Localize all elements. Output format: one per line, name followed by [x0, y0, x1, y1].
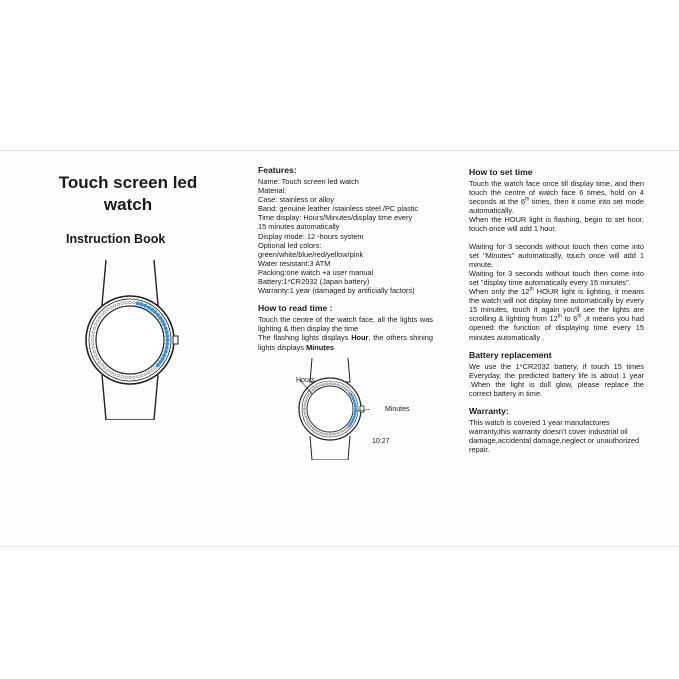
- led-dot: [304, 411, 306, 413]
- led-dot: [353, 416, 356, 419]
- hours-label: Hours: [296, 377, 315, 384]
- led-dot: [354, 408, 357, 411]
- led-dot: [117, 303, 120, 306]
- led-dot: [93, 350, 96, 353]
- title-line-2: watch: [103, 195, 153, 214]
- led-dot: [92, 346, 95, 349]
- led-dot: [332, 383, 334, 385]
- led-dot: [159, 360, 163, 364]
- led-dot: [321, 432, 323, 434]
- led-dot: [92, 331, 95, 334]
- led-dot: [129, 376, 132, 379]
- led-dot: [166, 338, 170, 342]
- battery-text: We use the 1*CR2032 battery, if touch 15 times Everyday, the predicted battery life is about 1 year .When the light is dull glow, please replace the correct battery in time.: [469, 361, 644, 398]
- led-dot: [107, 308, 110, 311]
- led-dot: [117, 374, 120, 377]
- led-dot: [104, 311, 107, 314]
- led-dot: [348, 425, 351, 428]
- features-line: Battery:1*CR2032 (Japan battery): [258, 277, 370, 287]
- features-line: Warranty:1 year (damaged by artificially factors): [258, 286, 415, 296]
- led-dot: [101, 364, 104, 367]
- minutes-label: Minutes: [385, 406, 410, 413]
- led-dot: [319, 431, 321, 433]
- time-diagram: [290, 358, 370, 460]
- led-dot: [310, 425, 312, 427]
- led-dot: [96, 357, 99, 360]
- led-dot: [154, 367, 157, 370]
- led-dot: [346, 427, 348, 429]
- battery-heading: Battery replacement: [469, 349, 552, 360]
- led-dot: [316, 386, 318, 388]
- right-column: [469, 167, 644, 462]
- features-line: Time display: Hours/Minutes/display time every: [258, 213, 413, 223]
- features-line: Optional led colors:: [258, 240, 322, 250]
- led-dot: [165, 346, 169, 350]
- read-time-text-1: Touch the centre of the watch face, all the lights was lighting & then display the time: [258, 315, 433, 334]
- led-dot: [306, 418, 308, 420]
- set-time-text-5: When only the 12th HOUR light is lighting, it means the watch will not display time automatically by every 15 minutes, touch it again you'll see the lights are scrolling & lighting from 12th to 6th ,it means you had opened the function of displaying time every 15 minutes automatically .: [469, 286, 644, 342]
- led-dot: [98, 361, 101, 364]
- features-line: 15 minutes automatically: [258, 222, 340, 232]
- led-dot: [332, 433, 334, 435]
- warranty-heading: Warranty:: [469, 405, 509, 416]
- led-dot: [98, 317, 101, 320]
- read-time-heading: How to read time :: [258, 303, 333, 314]
- warranty-text: This watch is covered 1 year manufactures warranty,this warranty doesn't cover industrial oil damage,accidental damage,neglect or unauthorized repair.: [469, 417, 640, 455]
- page-title: [28, 172, 228, 216]
- led-dot: [159, 316, 163, 320]
- led-dot: [153, 310, 157, 314]
- led-dot: [305, 416, 307, 418]
- features-line: Packing:one watch +a user manual: [258, 267, 374, 277]
- led-dot: [161, 357, 165, 361]
- led-dot: [308, 393, 310, 395]
- led-dot: [156, 363, 160, 367]
- led-dot: [324, 383, 326, 385]
- led-dot: [162, 353, 166, 357]
- led-dot: [329, 434, 331, 436]
- led-dot: [147, 306, 151, 310]
- led-dot: [161, 319, 165, 323]
- led-dot: [93, 327, 96, 330]
- led-dot: [133, 376, 136, 379]
- led-dot: [121, 302, 124, 305]
- led-dot: [94, 323, 97, 326]
- led-dot: [104, 367, 107, 370]
- features-line: green/white/blue/red/yellow/pink: [258, 249, 364, 259]
- led-dot: [351, 395, 354, 398]
- led-dot: [314, 387, 316, 389]
- led-dot: [321, 384, 323, 386]
- led-dot: [354, 405, 357, 408]
- led-dot: [133, 301, 136, 304]
- features-line: Material:: [258, 186, 287, 196]
- led-dot: [337, 384, 339, 386]
- led-dot: [319, 385, 321, 387]
- led-dot: [329, 383, 331, 385]
- led-dot: [162, 323, 166, 327]
- led-dot: [307, 421, 309, 423]
- led-dot: [143, 304, 147, 308]
- led-dot: [110, 306, 113, 309]
- led-dot: [101, 314, 104, 317]
- led-dot: [140, 303, 144, 307]
- led-dot: [107, 369, 110, 372]
- led-dot: [326, 383, 328, 385]
- led-dot: [129, 301, 132, 304]
- led-dot: [125, 301, 128, 304]
- led-dot: [342, 430, 344, 432]
- led-dot: [304, 408, 306, 410]
- led-dot: [113, 373, 116, 376]
- led-dot: [91, 343, 94, 346]
- led-dot: [304, 413, 306, 415]
- set-time-text-2: When the HOUR light is flashing, begin to set hour, touch once will add 1 hour.: [469, 215, 644, 234]
- led-dot: [91, 339, 94, 342]
- led-dot: [334, 433, 336, 435]
- watch-illustration: [70, 260, 190, 420]
- led-dot: [306, 398, 308, 400]
- set-time-text-3: Waiting for 3 seconds without touch then come into set "Minutes" automatically, touch once will add 1 minute.: [469, 241, 644, 269]
- led-dot: [151, 369, 154, 372]
- led-dot: [316, 430, 318, 432]
- led-dot: [136, 375, 139, 378]
- features-line: Case: stainless or alloy: [258, 195, 334, 205]
- led-dot: [136, 301, 140, 305]
- led-dot: [125, 376, 128, 379]
- led-dot: [165, 342, 169, 346]
- led-dot: [304, 405, 306, 407]
- led-dot: [353, 400, 356, 403]
- features-section: [258, 165, 433, 295]
- led-dot: [312, 389, 314, 391]
- led-dot: [307, 395, 309, 397]
- led-dot: [348, 391, 350, 393]
- features-line: Band: genuine leather /stainless steel /PC plastic: [258, 204, 419, 214]
- led-dot: [337, 432, 339, 434]
- set-time-text-4: Waiting for 3 seconds without touch then come into set "display time automatically every 15 minutes".: [469, 268, 644, 287]
- features-line: Water resistant:3 ATM: [258, 258, 331, 268]
- read-time-section: [258, 303, 433, 351]
- read-time-text-2: The flashing lights displays Hour, the others shining lights displays Minutes: [258, 333, 433, 352]
- led-dot: [352, 418, 355, 421]
- led-dot: [91, 335, 94, 338]
- led-dot: [121, 375, 124, 378]
- led-dot: [140, 374, 143, 377]
- led-dot: [354, 402, 357, 405]
- set-time-section: [469, 167, 644, 342]
- led-dot: [334, 383, 336, 385]
- led-dot: [147, 371, 150, 374]
- led-dot: [352, 397, 355, 400]
- features-list: [258, 177, 433, 295]
- led-dot: [113, 304, 116, 307]
- led-dot: [165, 334, 169, 338]
- led-dot: [94, 354, 97, 357]
- features-heading: Features:: [258, 165, 297, 175]
- led-dot: [344, 429, 346, 431]
- set-time-text-1: Touch the watch face once till display time, and then touch the centre of watch face 6 times, hold on 4 seconds at the 6th times, then it come into set mode automatically.: [469, 179, 644, 216]
- led-dot: [354, 413, 357, 416]
- led-dot: [344, 387, 346, 389]
- features-line: Display mode: 12 -hours system: [258, 231, 364, 241]
- led-dot: [326, 433, 328, 435]
- led-dot: [308, 423, 310, 425]
- set-time-heading: How to set time: [469, 167, 533, 177]
- led-dot: [314, 429, 316, 431]
- led-dot: [144, 373, 147, 376]
- middle-column: [258, 165, 433, 360]
- led-dot: [324, 433, 326, 435]
- time-readout: 10:27: [372, 438, 390, 445]
- features-line: Name: Touch screen led watch: [258, 177, 359, 186]
- page-subtitle: Instruction Book: [66, 232, 166, 246]
- led-dot: [312, 427, 314, 429]
- led-dot: [96, 320, 99, 323]
- led-dot: [342, 386, 344, 388]
- led-dot: [339, 385, 341, 387]
- led-dot: [165, 330, 169, 334]
- led-dot: [164, 350, 168, 354]
- led-dot: [110, 371, 113, 374]
- led-dot: [305, 400, 307, 402]
- led-dot: [164, 327, 168, 331]
- led-dot: [304, 403, 306, 405]
- warranty-section: [469, 406, 644, 454]
- led-dot: [150, 308, 154, 312]
- led-dot: [346, 389, 348, 391]
- led-dot: [156, 313, 160, 317]
- title-line-1: Touch screen led: [58, 173, 198, 192]
- led-dot: [339, 431, 341, 433]
- battery-section: [469, 350, 644, 398]
